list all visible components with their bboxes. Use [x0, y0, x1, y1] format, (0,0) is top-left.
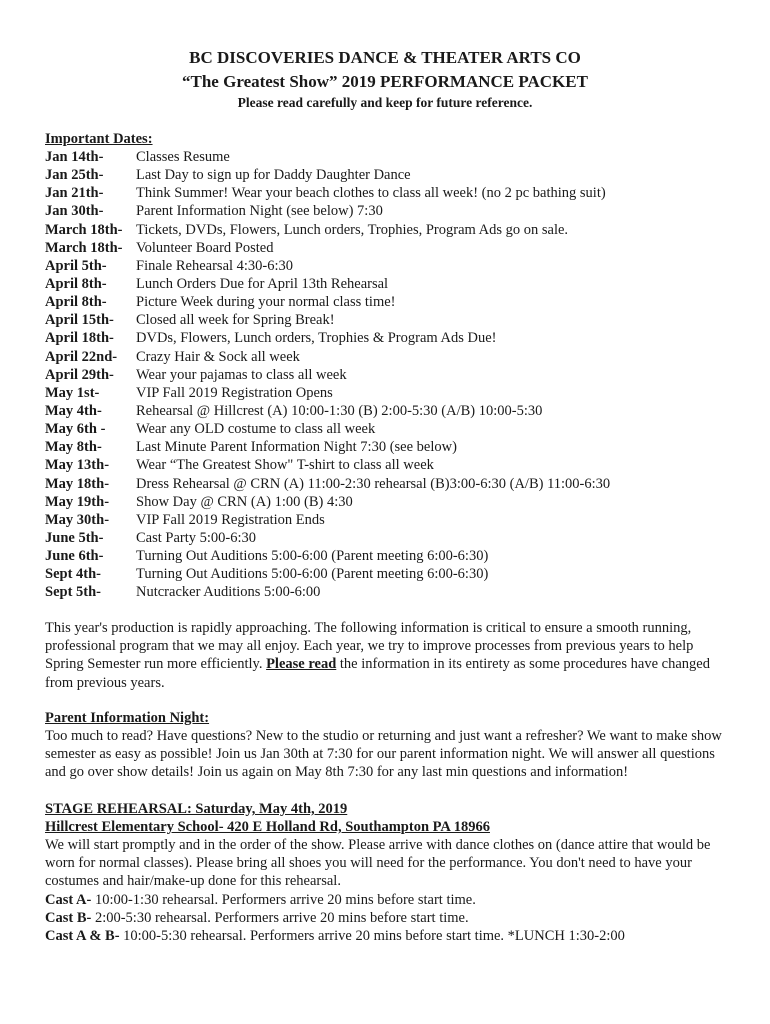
date-label: April 8th-: [45, 294, 107, 311]
date-description: Volunteer Board Posted: [136, 239, 274, 256]
cast-label: Cast A-: [45, 892, 92, 908]
cast-label: Cast B-: [45, 910, 92, 926]
date-label: Sept 5th-: [45, 584, 101, 601]
date-description: Wear your pajamas to class all week: [136, 366, 347, 383]
stage-rehearsal-location: Hillcrest Elementary School- 420 E Holland Rd, Southampton PA 18966: [45, 819, 490, 835]
date-description: Classes Resume: [136, 149, 230, 165]
date-description: Cast Party 5:00-6:30: [136, 529, 257, 546]
cast-b-line: [45, 909, 745, 927]
date-row: [45, 148, 745, 166]
date-label: Jan 21th-: [45, 185, 104, 202]
date-label: June 6th-: [45, 548, 104, 565]
parent-night-paragraph: Too much to read? Have questions? New to the studio or returning and just want a refresher? We want to make show semester as easy as possible! Join us Jan 30th at 7:30 for our parent information night. We will answer all questions and go over show details! Join us again on May 8th 7:30 for any last min questions and information!: [45, 728, 722, 781]
date-description: Lunch Orders Due for April 13th Rehearsal: [136, 275, 389, 292]
date-row: [45, 456, 745, 474]
date-description: Show Day @ CRN (A) 1:00 (B) 4:30: [136, 493, 353, 510]
date-description: Tickets, DVDs, Flowers, Lunch orders, Trophies, Program Ads go on sale.: [136, 221, 569, 238]
date-description: Think Summer! Wear your beach clothes to class all week! (no 2 pc bathing suit): [136, 185, 606, 202]
date-row: [45, 420, 745, 438]
cast-ab-line: [45, 927, 745, 945]
stage-rehearsal-paragraph: We will start promptly and in the order of the show. Please arrive with dance clothes on (dance attire that would be worn for normal classes). Please bring all shoes you will need for the performance. You don't need to have your costumes and hair/make-up done for this rehearsal.: [45, 837, 711, 890]
date-row: [45, 293, 745, 311]
date-label: May 30th-: [45, 511, 110, 528]
date-label: April 29th-: [45, 366, 114, 383]
date-row: [45, 438, 745, 456]
date-row: [45, 275, 745, 293]
date-label: March 18th-: [45, 239, 123, 256]
date-row: [45, 257, 745, 275]
date-description: Closed all week for Spring Break!: [136, 312, 335, 329]
date-description: Dress Rehearsal @ CRN (A) 11:00-2:30 rehearsal (B)3:00-6:30 (A/B) 11:00-6:30: [136, 475, 611, 492]
date-row: [45, 311, 745, 329]
date-label: April 18th-: [45, 330, 114, 347]
date-description: Turning Out Auditions 5:00-6:00 (Parent meeting 6:00-6:30): [136, 548, 489, 565]
cast-text: 2:00-5:30 rehearsal. Performers arrive 20 mins before start time.: [91, 910, 469, 926]
date-description: VIP Fall 2019 Registration Ends: [136, 511, 325, 528]
date-description: Finale Rehearsal 4:30-6:30: [136, 257, 294, 274]
date-label: April 15th-: [45, 312, 114, 329]
date-label: Sept 4th-: [45, 566, 101, 583]
intro-paragraph: [45, 619, 735, 692]
date-description: VIP Fall 2019 Registration Opens: [136, 384, 333, 401]
date-label: April 22nd-: [45, 348, 118, 365]
date-row: [45, 547, 745, 565]
organization-title: BC DISCOVERIES DANCE & THEATER ARTS CO: [189, 48, 581, 67]
date-description: Rehearsal @ Hillcrest (A) 10:00-1:30 (B) 2:00-5:30 (A/B) 10:00-5:30: [136, 402, 543, 419]
important-dates-list: [45, 148, 745, 602]
intro-emphasis: Please read: [266, 656, 337, 673]
date-description: Picture Week during your normal class time!: [136, 294, 396, 311]
date-row: [45, 475, 745, 493]
date-description: Last Minute Parent Information Night 7:30 (see below): [136, 439, 457, 456]
date-label: Jan 25th-: [45, 167, 104, 184]
date-row: [45, 583, 745, 601]
date-label: May 4th-: [45, 402, 102, 419]
cast-text: 10:00-5:30 rehearsal. Performers arrive 20 mins before start time. *LUNCH 1:30-2:00: [119, 928, 625, 944]
packet-subtitle: Please read carefully and keep for future reference.: [237, 95, 533, 110]
date-description: Nutcracker Auditions 5:00-6:00: [136, 584, 321, 601]
stage-rehearsal-heading: STAGE REHEARSAL: Saturday, May 4th, 2019: [45, 801, 348, 817]
cast-text: 10:00-1:30 rehearsal. Performers arrive 20 mins before start time.: [91, 892, 476, 908]
date-row: [45, 166, 745, 184]
date-description: Parent Information Night (see below) 7:30: [136, 203, 383, 220]
date-label: Jan 30th-: [45, 203, 104, 220]
date-row: [45, 202, 745, 220]
date-row: [45, 384, 745, 402]
date-label: April 8th-: [45, 275, 107, 292]
date-row: [45, 493, 745, 511]
parent-night-heading: Parent Information Night:: [45, 710, 210, 726]
cast-label: Cast A & B-: [45, 928, 120, 944]
date-description: DVDs, Flowers, Lunch orders, Trophies & Program Ads Due!: [136, 330, 497, 347]
date-row: [45, 529, 745, 547]
date-label: May 18th-: [45, 475, 110, 492]
date-description: Wear “The Greatest Show" T-shirt to class all week: [136, 457, 434, 474]
cast-a-line: [45, 891, 745, 909]
date-description: Last Day to sign up for Daddy Daughter Dance: [136, 167, 411, 184]
date-label: May 13th-: [45, 457, 110, 474]
date-row: [45, 348, 745, 366]
date-label: March 18th-: [45, 221, 123, 238]
intro-text-end: the information in its entirety as some procedures have changed from previous years.: [45, 656, 710, 691]
date-row: [45, 511, 745, 529]
date-label: June 5th-: [45, 529, 104, 546]
date-row: [45, 239, 745, 257]
important-dates-heading: Important Dates:: [45, 131, 153, 147]
date-label: May 6th -: [45, 421, 106, 438]
intro-text-start: This year's production is rapidly approaching. The following information is critical to ensure a smooth running, professional program that we may all enjoy. Each year, we try to improve processes from previous years to help Spring Semester run more efficiently.: [45, 620, 694, 673]
date-row: [45, 184, 745, 202]
date-row: [45, 221, 745, 239]
date-label: May 19th-: [45, 493, 110, 510]
date-label: May 1st-: [45, 384, 100, 401]
date-label: Jan 14th-: [45, 149, 104, 165]
date-description: Wear any OLD costume to class all week: [136, 421, 376, 438]
date-row: [45, 565, 745, 583]
date-description: Turning Out Auditions 5:00-6:00 (Parent meeting 6:00-6:30): [136, 566, 489, 583]
date-description: Crazy Hair & Sock all week: [136, 348, 300, 365]
date-row: [45, 366, 745, 384]
date-label: May 8th-: [45, 439, 102, 456]
date-row: [45, 402, 745, 420]
date-row: [45, 329, 745, 347]
packet-title: “The Greatest Show” 2019 PERFORMANCE PACKET: [182, 72, 588, 91]
date-label: April 5th-: [45, 257, 107, 274]
